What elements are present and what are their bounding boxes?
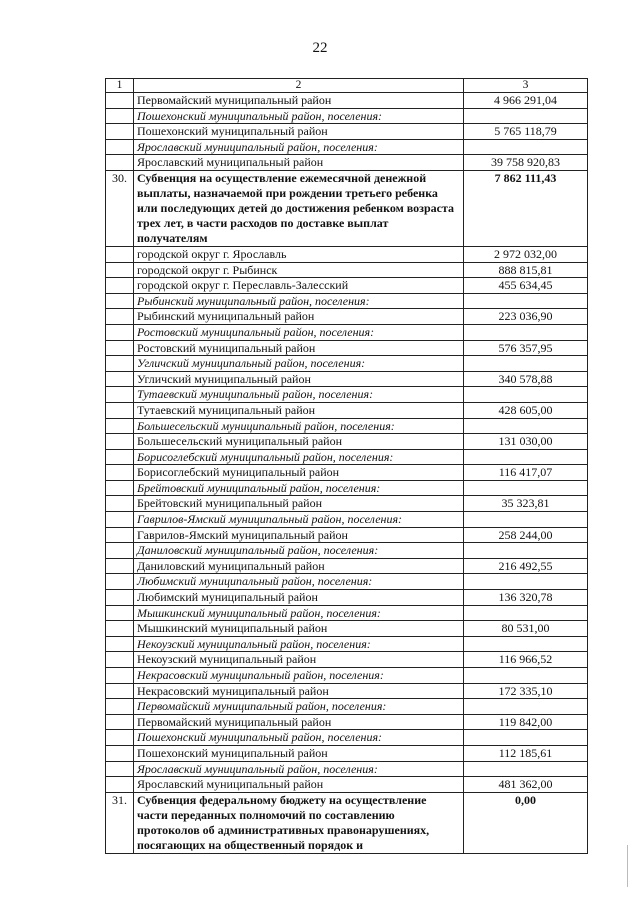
header-col-2: 2 (134, 79, 464, 93)
row-number-cell (106, 309, 134, 325)
district-heading-row (106, 324, 588, 340)
row-number-cell (106, 340, 134, 356)
recipient-name-cell: Первомайский муниципальный район (134, 93, 464, 109)
row-number-cell (106, 402, 134, 418)
row-number-cell: 30. (106, 170, 134, 246)
table-row (106, 745, 588, 761)
row-number-cell (106, 652, 134, 668)
table-row (106, 652, 588, 668)
amount-cell (464, 512, 588, 528)
table-row (106, 340, 588, 356)
row-number-cell (106, 777, 134, 793)
amount-cell: 455 634,45 (464, 278, 588, 294)
district-heading-row (106, 761, 588, 777)
recipient-name-cell: городской округ г. Ярославль (134, 246, 464, 262)
recipient-name-cell: городской округ г. Переславль-Залесский (134, 278, 464, 294)
table-row (106, 434, 588, 450)
row-number-cell (106, 387, 134, 403)
row-number-cell (106, 124, 134, 140)
recipient-name-cell: Ярославский муниципальный район (134, 155, 464, 171)
table-row (106, 309, 588, 325)
table-row (106, 371, 588, 387)
amount-cell (464, 418, 588, 434)
table-row (106, 402, 588, 418)
recipient-name-cell: Большесельский муниципальный район (134, 434, 464, 450)
row-number-cell (106, 714, 134, 730)
recipient-name-cell: Тутаевский муниципальный район (134, 402, 464, 418)
row-number-cell (106, 543, 134, 559)
recipient-name-cell: Первомайский муниципальный район (134, 714, 464, 730)
table-row (106, 465, 588, 481)
row-number-cell (106, 574, 134, 590)
amount-cell (464, 139, 588, 155)
district-heading-row (106, 356, 588, 372)
amount-cell: 131 030,00 (464, 434, 588, 450)
table-row (106, 278, 588, 294)
district-heading-row (106, 480, 588, 496)
recipient-name-cell: Угличский муниципальный район (134, 371, 464, 387)
amount-cell: 481 362,00 (464, 777, 588, 793)
amount-cell: 116 966,52 (464, 652, 588, 668)
recipient-name-cell: Ростовский муниципальный район (134, 340, 464, 356)
district-heading-row (106, 387, 588, 403)
table-row (106, 777, 588, 793)
table-row (106, 155, 588, 171)
amount-cell (464, 605, 588, 621)
table-row (106, 124, 588, 140)
row-number-cell (106, 278, 134, 294)
amount-cell: 428 605,00 (464, 402, 588, 418)
recipient-name-cell: Ростовский муниципальный район, поселения: (134, 324, 464, 340)
row-number-cell: 31. (106, 792, 134, 853)
amount-cell: 35 323,81 (464, 496, 588, 512)
recipient-name-cell: Пошехонский муниципальный район (134, 745, 464, 761)
table-row (106, 714, 588, 730)
amount-cell (464, 761, 588, 777)
amount-cell (464, 108, 588, 124)
row-number-cell (106, 496, 134, 512)
row-number-cell (106, 527, 134, 543)
amount-cell: 116 417,07 (464, 465, 588, 481)
section-row (106, 170, 588, 246)
amount-cell: 216 492,55 (464, 558, 588, 574)
recipient-name-cell: Ярославский муниципальный район, поселения: (134, 139, 464, 155)
table-row (106, 683, 588, 699)
district-heading-row (106, 449, 588, 465)
row-number-cell (106, 324, 134, 340)
amount-cell: 7 862 111,43 (464, 170, 588, 246)
amount-cell: 4 966 291,04 (464, 93, 588, 109)
table-header-row (106, 79, 588, 93)
amount-cell (464, 730, 588, 746)
amount-cell: 5 765 118,79 (464, 124, 588, 140)
scan-edge-mark (627, 845, 628, 887)
recipient-name-cell: Некрасовский муниципальный район, поселения: (134, 668, 464, 684)
row-number-cell (106, 745, 134, 761)
table-row (106, 590, 588, 606)
page-number: 22 (312, 40, 328, 56)
district-heading-row (106, 605, 588, 621)
district-heading-row (106, 699, 588, 715)
recipient-name-cell: Гаврилов-Ямский муниципальный район, поселения: (134, 512, 464, 528)
header-col-1: 1 (106, 79, 134, 93)
row-number-cell (106, 155, 134, 171)
row-number-cell (106, 668, 134, 684)
amount-cell: 119 842,00 (464, 714, 588, 730)
row-number-cell (106, 93, 134, 109)
row-number-cell (106, 480, 134, 496)
district-heading-row (106, 108, 588, 124)
row-number-cell (106, 293, 134, 309)
row-number-cell (106, 761, 134, 777)
recipient-name-cell: Первомайский муниципальный район, поселения: (134, 699, 464, 715)
table-row (106, 93, 588, 109)
amount-cell (464, 699, 588, 715)
recipient-name-cell: Даниловский муниципальный район, поселения: (134, 543, 464, 559)
amount-cell (464, 480, 588, 496)
budget-table (105, 78, 588, 854)
recipient-name-cell: Большесельский муниципальный район, поселения: (134, 418, 464, 434)
amount-cell: 2 972 032,00 (464, 246, 588, 262)
district-heading-row (106, 139, 588, 155)
row-number-cell (106, 605, 134, 621)
recipient-name-cell: Тутаевский муниципальный район, поселения: (134, 387, 464, 403)
header-col-3: 3 (464, 79, 588, 93)
amount-cell (464, 543, 588, 559)
recipient-name-cell: Ярославский муниципальный район (134, 777, 464, 793)
district-heading-row (106, 418, 588, 434)
amount-cell (464, 293, 588, 309)
district-heading-row (106, 730, 588, 746)
recipient-name-cell: Даниловский муниципальный район (134, 558, 464, 574)
table-row (106, 621, 588, 637)
district-heading-row (106, 574, 588, 590)
recipient-name-cell: Ярославский муниципальный район, поселения: (134, 761, 464, 777)
recipient-name-cell: Любимский муниципальный район, поселения: (134, 574, 464, 590)
amount-cell: 223 036,90 (464, 309, 588, 325)
row-number-cell (106, 730, 134, 746)
table-row (106, 527, 588, 543)
table-row (106, 246, 588, 262)
row-number-cell (106, 683, 134, 699)
recipient-name-cell: Некоузский муниципальный район, поселения: (134, 636, 464, 652)
recipient-name-cell: Брейтовский муниципальный район, поселения: (134, 480, 464, 496)
amount-cell: 0,00 (464, 792, 588, 853)
amount-cell (464, 356, 588, 372)
recipient-name-cell: Пошехонский муниципальный район (134, 124, 464, 140)
row-number-cell (106, 371, 134, 387)
row-number-cell (106, 434, 134, 450)
amount-cell (464, 636, 588, 652)
district-heading-row (106, 543, 588, 559)
recipient-name-cell: городской округ г. Рыбинск (134, 262, 464, 278)
amount-cell (464, 668, 588, 684)
amount-cell: 340 578,88 (464, 371, 588, 387)
amount-cell: 172 335,10 (464, 683, 588, 699)
row-number-cell (106, 449, 134, 465)
recipient-name-cell: Борисоглебский муниципальный район, поселения: (134, 449, 464, 465)
recipient-name-cell: Рыбинский муниципальный район (134, 309, 464, 325)
row-number-cell (106, 139, 134, 155)
district-heading-row (106, 668, 588, 684)
section-row (106, 792, 588, 853)
recipient-name-cell: Мышкинский муниципальный район (134, 621, 464, 637)
recipient-name-cell: Борисоглебский муниципальный район (134, 465, 464, 481)
row-number-cell (106, 558, 134, 574)
amount-cell: 136 320,78 (464, 590, 588, 606)
amount-cell (464, 387, 588, 403)
recipient-name-cell: Мышкинский муниципальный район, поселения: (134, 605, 464, 621)
row-number-cell (106, 262, 134, 278)
amount-cell: 576 357,95 (464, 340, 588, 356)
recipient-name-cell: Пошехонский муниципальный район, поселения: (134, 730, 464, 746)
recipient-name-cell: Некоузский муниципальный район (134, 652, 464, 668)
recipient-name-cell: Любимский муниципальный район (134, 590, 464, 606)
row-number-cell (106, 699, 134, 715)
recipient-name-cell: Субвенция на осуществление ежемесячной денежной выплаты, назначаемой при рождении третьего ребенка или последующих детей до достижения ребенком возраста трех лет, в части расходов по доставке выплат получателям (134, 170, 464, 246)
recipient-name-cell: Гаврилов-Ямский муниципальный район (134, 527, 464, 543)
district-heading-row (106, 293, 588, 309)
recipient-name-cell: Субвенция федеральному бюджету на осуществление части переданных полномочий по составлению протоколов об административных правонарушениях, посягающих на общественный порядок и (134, 792, 464, 853)
district-heading-row (106, 636, 588, 652)
recipient-name-cell: Некрасовский муниципальный район (134, 683, 464, 699)
row-number-cell (106, 246, 134, 262)
amount-cell (464, 324, 588, 340)
amount-cell: 112 185,61 (464, 745, 588, 761)
recipient-name-cell: Брейтовский муниципальный район (134, 496, 464, 512)
recipient-name-cell: Рыбинский муниципальный район, поселения: (134, 293, 464, 309)
row-number-cell (106, 356, 134, 372)
amount-cell (464, 574, 588, 590)
recipient-name-cell: Угличский муниципальный район, поселения: (134, 356, 464, 372)
row-number-cell (106, 418, 134, 434)
recipient-name-cell: Пошехонский муниципальный район, поселения: (134, 108, 464, 124)
amount-cell: 258 244,00 (464, 527, 588, 543)
row-number-cell (106, 108, 134, 124)
row-number-cell (106, 590, 134, 606)
amount-cell (464, 449, 588, 465)
row-number-cell (106, 465, 134, 481)
table-row (106, 496, 588, 512)
row-number-cell (106, 621, 134, 637)
row-number-cell (106, 512, 134, 528)
table-row (106, 262, 588, 278)
row-number-cell (106, 636, 134, 652)
table-row (106, 558, 588, 574)
amount-cell: 80 531,00 (464, 621, 588, 637)
amount-cell: 888 815,81 (464, 262, 588, 278)
district-heading-row (106, 512, 588, 528)
amount-cell: 39 758 920,83 (464, 155, 588, 171)
